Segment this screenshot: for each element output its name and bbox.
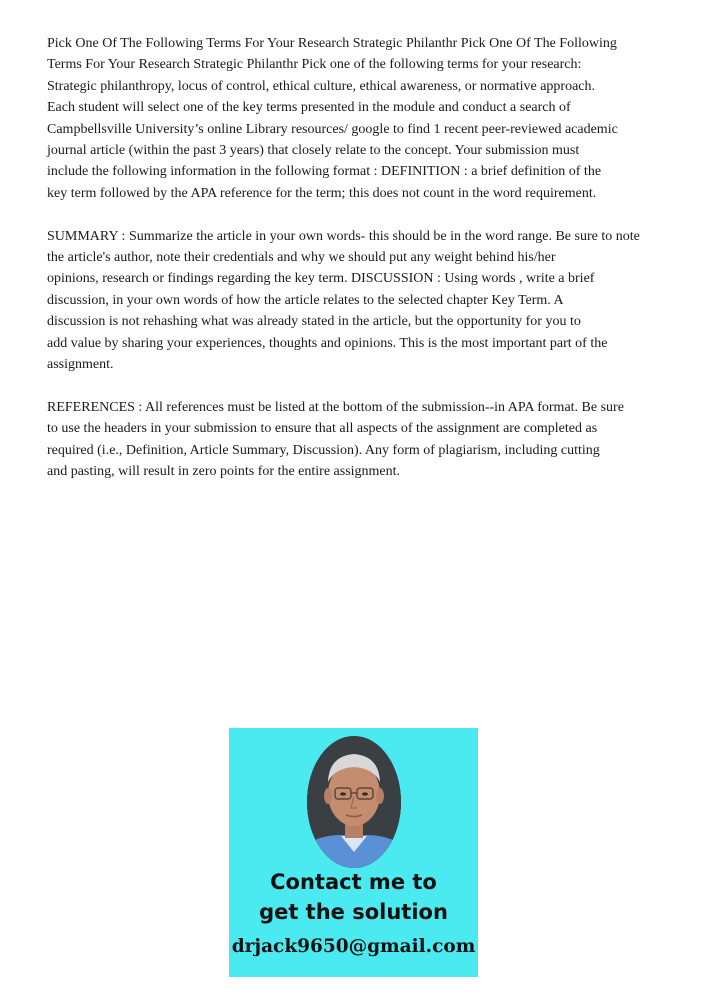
- text-line: Each student will select one of the key terms presented in the module and conduct a search of: [47, 100, 571, 116]
- paragraph-summary: [47, 226, 667, 376]
- text-line: REFERENCES : All references must be listed at the bottom of the submission--in APA format. Be sure: [47, 399, 624, 415]
- paragraph-intro: [47, 33, 667, 204]
- text-line: Terms For Your Research Strategic Philanthr Pick one of the following terms for your research:: [47, 57, 582, 73]
- document-body: [47, 33, 667, 504]
- text-line: and pasting, will result in zero points for the entire assignment.: [47, 464, 401, 480]
- portrait-illustration: [307, 736, 401, 868]
- portrait-photo: [307, 736, 401, 868]
- text-line: to use the headers in your submission to ensure that all aspects of the assignment are completed as: [47, 421, 598, 437]
- contact-email[interactable]: drjack9650@gmail.com: [231, 936, 476, 957]
- paragraph-references: [47, 397, 667, 483]
- text-line: discussion, in your own words of how the article relates to the selected chapter Key Term. A: [47, 292, 564, 308]
- text-line: SUMMARY : Summarize the article in your own words- this should be in the word range. Be sure to note: [47, 228, 640, 244]
- text-line: Campbellsville University’s online Library resources/ google to find 1 recent peer-reviewed academic: [47, 121, 618, 137]
- text-line: discussion is not rehashing what was already stated in the article, but the opportunity for you to: [47, 314, 581, 330]
- ad-headline-line-2: get the solution: [259, 900, 448, 924]
- text-line: the article's author, note their credentials and why we should put any weight behind his/her: [47, 250, 556, 266]
- text-line: include the following information in the following format : DEFINITION : a brief definition of the: [47, 164, 602, 180]
- text-line: journal article (within the past 3 years) that closely relate to the concept. Your submission must: [47, 143, 580, 159]
- text-line: Pick One Of The Following Terms For Your Research Strategic Philanthr Pick One Of The Following: [47, 36, 617, 51]
- text-line: opinions, research or findings regarding the key term. DISCUSSION : Using words , write a brief: [47, 271, 595, 287]
- ad-headline-line-1: Contact me to: [270, 870, 437, 894]
- text-line: key term followed by the APA reference for the term; this does not count in the word requirement.: [47, 185, 597, 201]
- text-line: assignment.: [47, 357, 114, 373]
- text-line: required (i.e., Definition, Article Summary, Discussion). Any form of plagiarism, including cutting: [47, 442, 600, 458]
- text-line: add value by sharing your experiences, thoughts and opinions. This is the most important part of the: [47, 335, 608, 351]
- contact-ad-banner[interactable]: [229, 728, 478, 977]
- text-line: Strategic philanthropy, locus of control, ethical culture, ethical awareness, or normative approach.: [47, 78, 596, 94]
